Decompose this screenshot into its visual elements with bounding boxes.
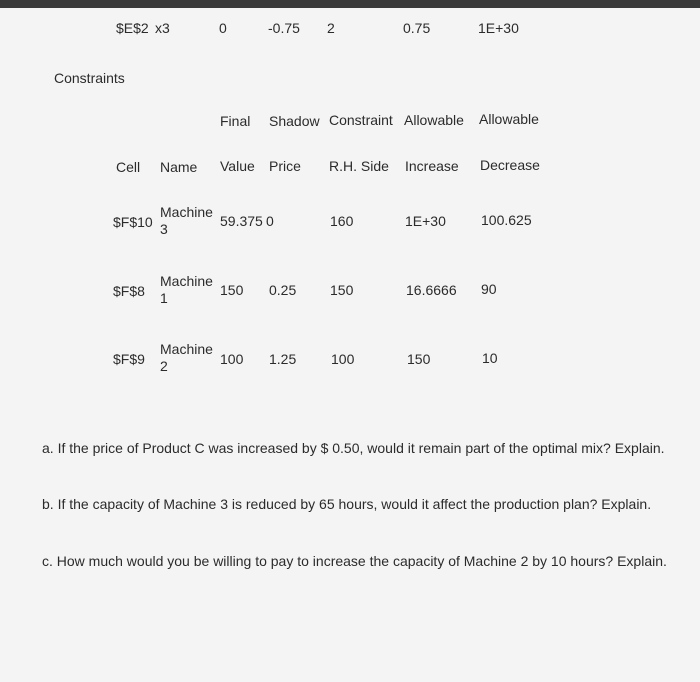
header-shadow: Shadow [269, 113, 320, 129]
header-constraint: Constraint [329, 112, 393, 128]
row-decrease: 100.625 [481, 212, 532, 228]
header-increase: Increase [405, 158, 459, 174]
question-b: b. If the capacity of Machine 3 is reduced by 65 hours, would it affect the production plan? Explain. [42, 496, 652, 512]
header-cell: Cell [116, 159, 141, 175]
row-price: 0 [266, 213, 274, 229]
top-row-value: 0 [219, 20, 227, 36]
row-decrease: 90 [481, 281, 497, 297]
top-row-decrease: 1E+30 [478, 20, 519, 36]
row-value: 100 [220, 351, 244, 367]
row-increase: 1E+30 [405, 213, 446, 229]
row-decrease: 10 [482, 350, 498, 366]
header-decrease: Decrease [480, 157, 540, 173]
row-price: 0.25 [269, 282, 297, 298]
row-rhs: 100 [331, 351, 355, 367]
row-price: 1.25 [269, 351, 297, 367]
row-rhs: 160 [330, 213, 354, 229]
row-increase: 150 [407, 351, 431, 367]
row-increase: 16.6666 [406, 282, 457, 298]
top-row-name: x3 [155, 20, 170, 36]
header-final: Final [220, 113, 251, 129]
row-name: Machine 3 [160, 204, 213, 237]
top-row-coefficient: 2 [327, 20, 335, 36]
row-rhs: 150 [330, 282, 354, 298]
question-a: a. If the price of Product C was increased by $ 0.50, would it remain part of the optimal mix? Explain. [42, 440, 665, 456]
section-title: Constraints [54, 70, 125, 86]
question-c: c. How much would you be willing to pay to increase the capacity of Machine 2 by 10 hours? Explain. [42, 553, 667, 569]
row-cell: $F$9 [113, 351, 145, 367]
top-row-cell: $E$2 [116, 20, 149, 36]
top-row-cost: -0.75 [268, 20, 300, 36]
row-value: 59.375 [220, 213, 263, 229]
header-value: Value [220, 158, 255, 174]
row-cell: $F$8 [113, 283, 145, 299]
top-row-increase: 0.75 [403, 20, 431, 36]
row-value: 150 [220, 282, 244, 298]
row-cell: $F$10 [113, 214, 153, 230]
header-rhs: R.H. Side [329, 158, 389, 174]
header-price: Price [269, 158, 301, 174]
row-name: Machine 1 [160, 273, 213, 306]
header-allowable-increase: Allowable [404, 112, 464, 128]
header-allowable-decrease: Allowable [479, 111, 539, 127]
header-name: Name [160, 159, 198, 175]
top-edge-bar [0, 0, 700, 8]
row-name: Machine 2 [160, 341, 213, 374]
